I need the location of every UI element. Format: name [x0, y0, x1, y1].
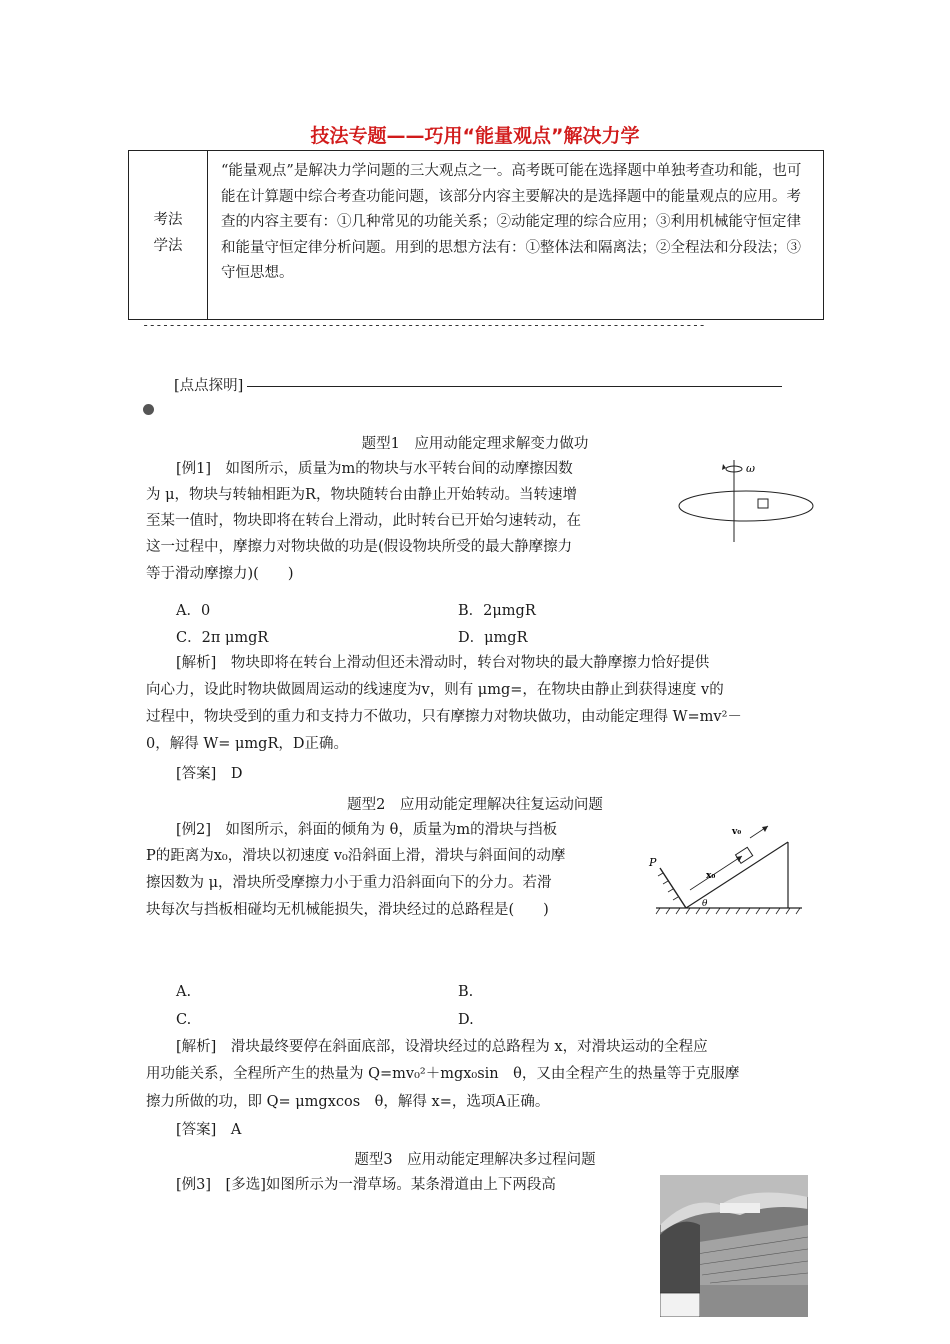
type1-heading: 题型1 应用动能定理求解变力做功 — [361, 436, 589, 452]
x0-label: x₀ — [706, 871, 716, 881]
method-box — [128, 150, 824, 320]
method-box-content: “能量观点”是解决力学问题的三大观点之一。高考既可能在选择题中单独考查功和能，也可能在计算题中综合考查功能问题，该部分内容主要解决的是选择题中的能量观点的应用。考查的内容主要有：①几种常见的功能关系；②动能定理的综合应用；③利用机械能守恒定律和能量守恒定律分析问题。用到的思想方法有：①整体法和隔离法；②全程法和分段法；③守恒思想。 — [221, 163, 802, 281]
type1-option-a: A．0 — [176, 603, 211, 619]
type1-q-line: 为 μ，物块与转轴相距为R，物块随转台由静止开始转动。当转速增 — [146, 487, 577, 503]
probe-label: [点点探明] — [174, 378, 244, 394]
type2-heading: 题型2 应用动能定理解决往复运动问题 — [347, 797, 603, 813]
type1-answer: [答案] D — [176, 766, 243, 782]
incline-figure — [646, 820, 806, 916]
grass-slope-photo — [660, 1175, 808, 1317]
turntable-figure — [676, 458, 822, 544]
type2-analysis-line: 用功能关系，全程所产生的热量为 Q=mv₀²＋mgx₀sin θ，又由全程产生的热量等于克服摩 — [146, 1066, 740, 1082]
type2-analysis-line: [解析] 滑块最终要停在斜面底部，设滑块经过的总路程为 x，对滑块运动的全程应 — [176, 1039, 708, 1055]
box-divider — [207, 151, 208, 319]
label-line-1: 考法 — [153, 212, 183, 228]
theta-label: θ — [702, 899, 708, 909]
type1-analysis-line: [解析] 物块即将在转台上滑动但还未滑动时，转台对物块的最大静摩擦力恰好提供 — [176, 655, 710, 671]
type2-option-a: A. — [176, 984, 192, 1000]
type1-q-line: 等于滑动摩擦力)( ) — [146, 566, 294, 582]
type1-option-b: B．2μmgR — [458, 603, 536, 619]
type2-q-line: 擦因数为 μ，滑块所受摩擦力小于重力沿斜面向下的分力。若滑 — [146, 875, 552, 891]
type3-heading: 题型3 应用动能定理解决多过程问题 — [354, 1152, 596, 1168]
type1-q-line: 这一过程中，摩擦力对物块做的功是(假设物块所受的最大静摩擦力 — [146, 539, 573, 555]
probe-header — [174, 374, 782, 395]
v0-label: v₀ — [732, 827, 742, 837]
type2-q-line: P的距离为x₀，滑块以初速度 v₀沿斜面上滑，滑块与斜面间的动摩 — [146, 848, 566, 864]
type1-option-c: C．2π μmgR — [176, 630, 269, 646]
type2-option-c: C. — [176, 1012, 192, 1028]
p-label: P — [649, 856, 657, 869]
type2-q-line: 块每次与挡板相碰均无机械能损失，滑块经过的总路程是( ) — [146, 902, 549, 918]
probe-rule — [247, 386, 782, 387]
type2-option-b: B. — [458, 984, 474, 1000]
dashed-separator: ------------------------------------------------------------------------------------- — [142, 318, 706, 332]
type2-q-line: [例2] 如图所示，斜面的倾角为 θ，质量为m的滑块与挡板 — [176, 822, 558, 838]
type1-analysis-line: 0，解得 W= μmgR，D正确。 — [146, 736, 348, 752]
type1-q-line: [例1] 如图所示，质量为m的物块与水平转台间的动摩擦因数 — [176, 461, 573, 477]
type2-answer: [答案] A — [176, 1122, 242, 1138]
method-box-label — [129, 207, 207, 259]
type2-analysis-line: 擦力所做的功，即 Q= μmgxcos θ，解得 x=，选项A正确。 — [146, 1094, 550, 1110]
label-line-2: 学法 — [153, 238, 183, 254]
document-title: 技法专题——巧用“能量观点”解决力学 — [310, 125, 640, 147]
type1-q-line: 至某一值时，物块即将在转台上滑动，此时转台已开始匀速转动，在 — [146, 513, 581, 529]
bullet-dot — [143, 404, 154, 415]
type2-option-d: D. — [458, 1012, 474, 1028]
type1-analysis-line: 过程中，物块受到的重力和支持力不做功，只有摩擦力对物块做功，由动能定理得 W=mv²－ — [146, 709, 742, 725]
type3-q-line: [例3] [多选]如图所示为一滑草场。某条滑道由上下两段高 — [176, 1177, 556, 1193]
omega-label: ω — [746, 462, 755, 475]
type1-option-d: D．μmgR — [458, 630, 528, 646]
type1-analysis-line: 向心力，设此时物块做圆周运动的线速度为v，则有 μmg=，在物块由静止到获得速度 v的 — [146, 682, 724, 698]
